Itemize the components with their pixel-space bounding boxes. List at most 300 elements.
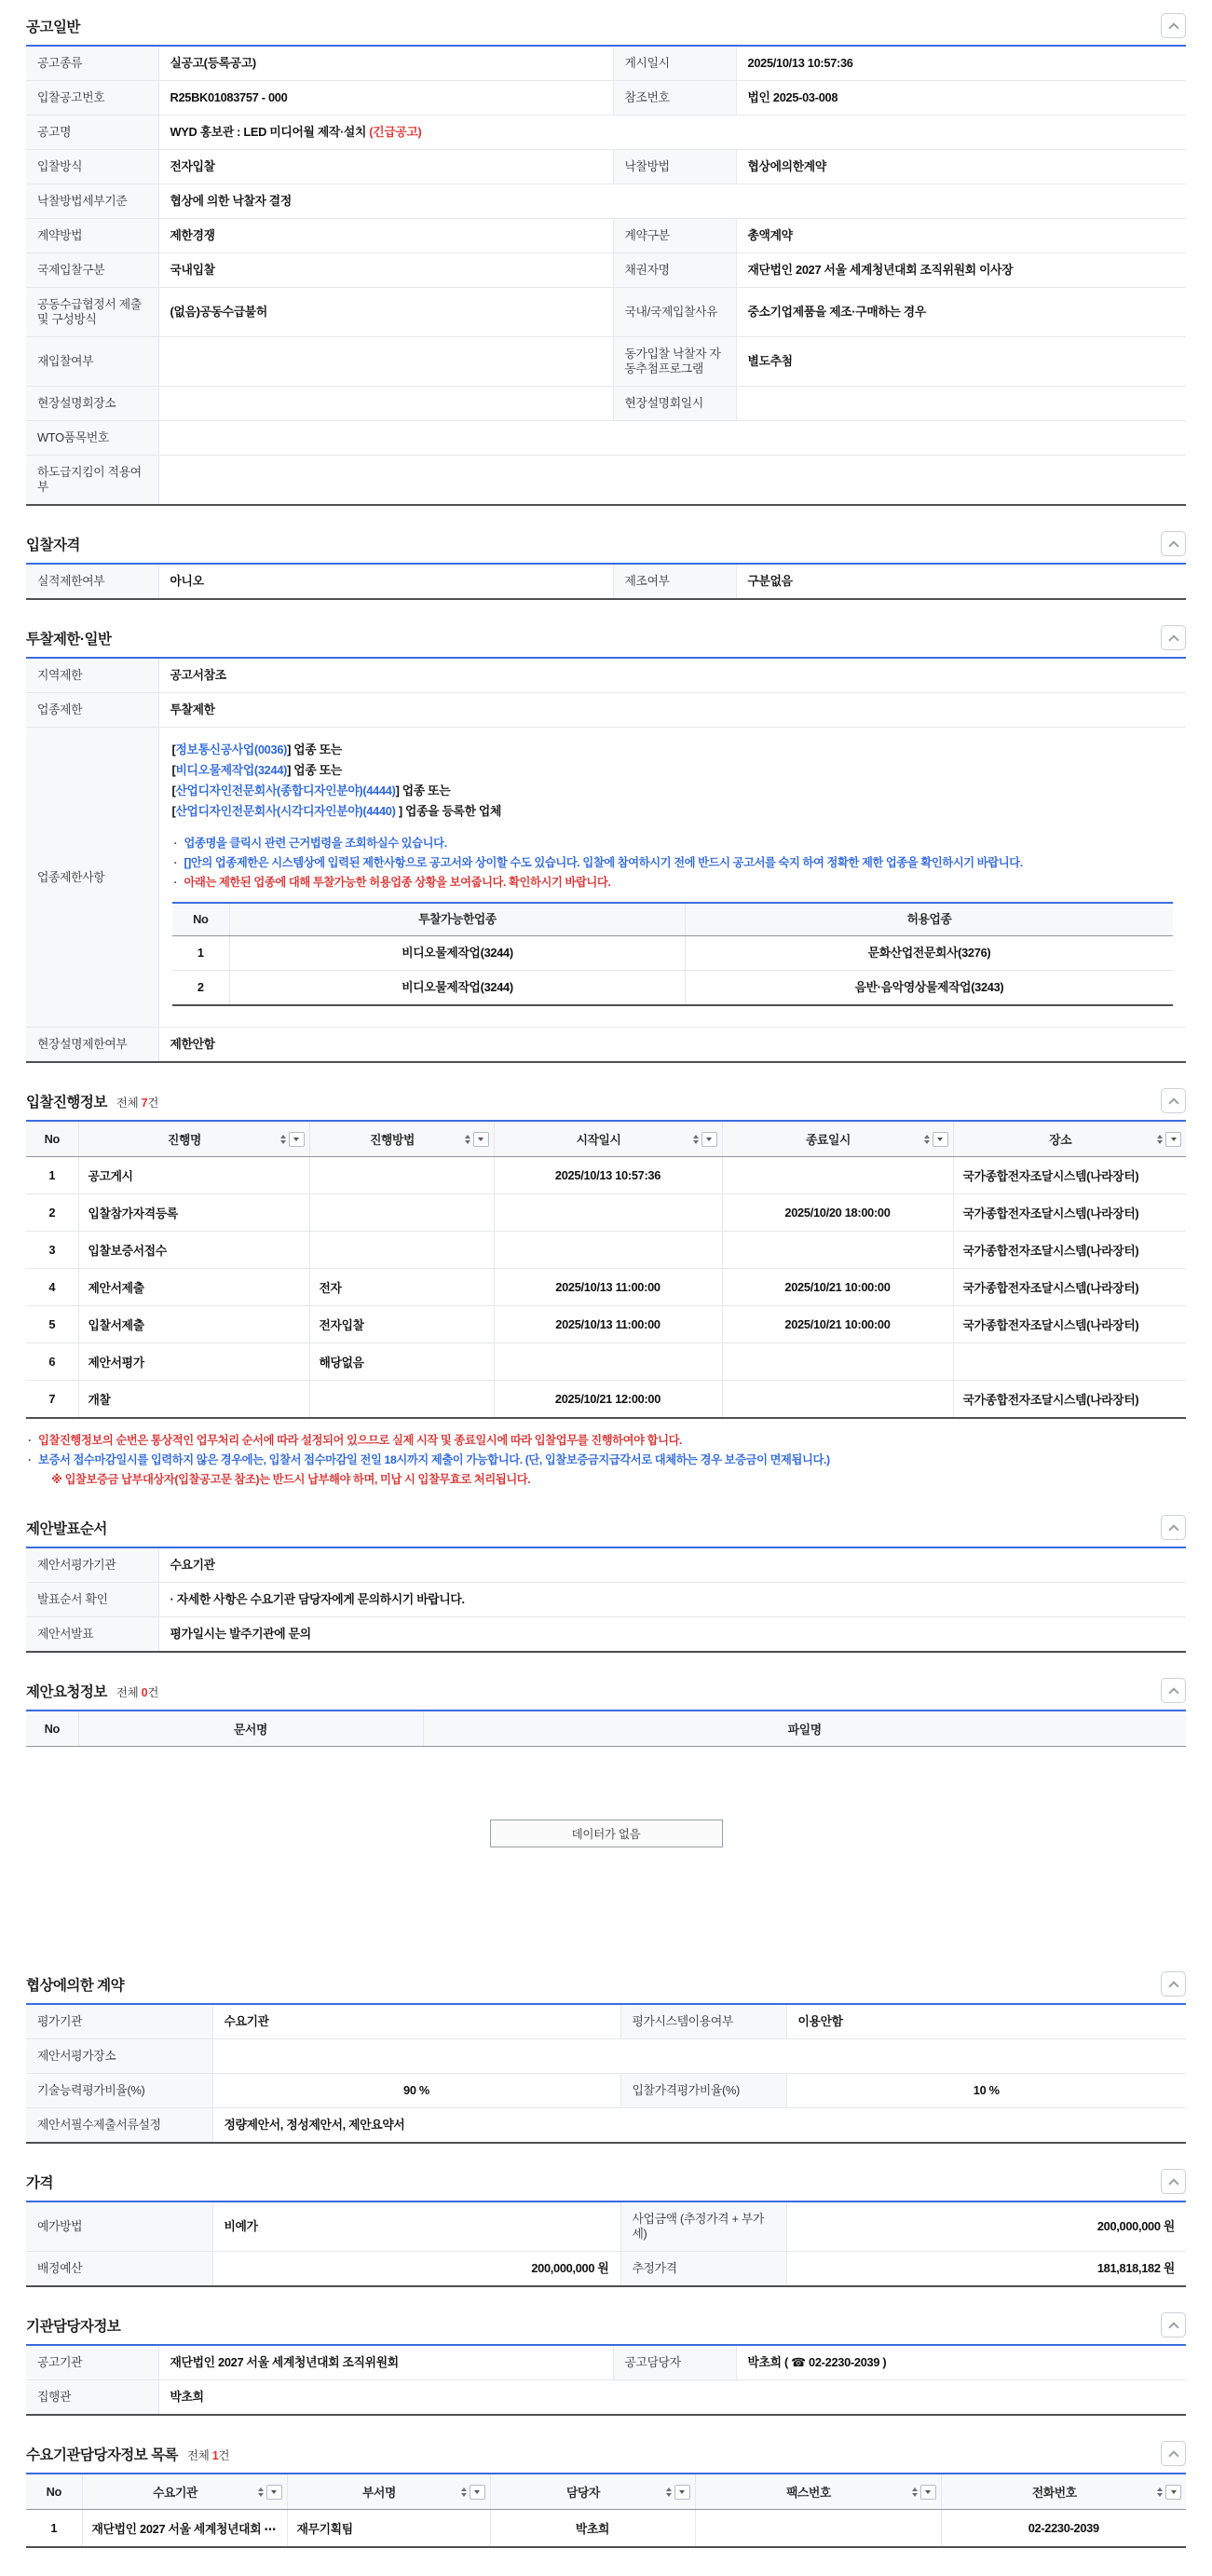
filter-dropdown-icon[interactable] <box>289 1132 305 1147</box>
section-header <box>26 2441 1186 2466</box>
cell-no: 1 <box>197 946 204 960</box>
field-value <box>158 421 1186 456</box>
industry-link[interactable]: 비디오물제작업(3244) <box>175 763 288 777</box>
bracket: [ <box>171 804 176 818</box>
table-row <box>172 971 1174 1006</box>
cell-method: 전자입찰 <box>309 1306 494 1343</box>
empty-state <box>26 1747 1186 1946</box>
section-general <box>26 13 1186 506</box>
cell-end: 2025/10/21 10:00:00 <box>722 1269 953 1306</box>
bracket: [ <box>171 784 176 797</box>
sort-icon[interactable] <box>1157 1135 1163 1144</box>
field-label: 업종제한 <box>26 693 158 728</box>
chevron-up-icon <box>1168 22 1178 33</box>
total-number: 7 <box>141 1096 148 1110</box>
section-title-general: 공고일반 <box>26 19 80 35</box>
cell-end: 2025/10/21 10:00:00 <box>722 1306 953 1343</box>
section-bid-progress <box>26 1088 1186 1490</box>
table-row <box>26 564 1186 599</box>
presentation-table <box>26 1547 1186 1653</box>
field-value: 협상에의한계약 <box>736 150 1186 184</box>
collapse-button[interactable] <box>1161 625 1186 650</box>
table-row <box>26 1617 1186 1653</box>
field-value: 법인 2025-03-008 <box>736 81 1186 116</box>
field-value: 90 % <box>212 2074 620 2108</box>
cell-end <box>722 1343 953 1381</box>
sort-control <box>693 1132 717 1147</box>
field-label: 예가방법 <box>26 2201 212 2252</box>
cell-biddable-industry: 비디오물제작업(3244) <box>230 971 686 1006</box>
cell-end <box>722 1232 953 1269</box>
field-label: 배정예산 <box>26 2252 212 2287</box>
column-header-label: 진행방법 <box>370 1133 415 1147</box>
field-label: 현장설명제한여부 <box>26 1028 158 1063</box>
collapse-button[interactable] <box>1161 1971 1186 1997</box>
field-label: 참조번호 <box>613 81 736 116</box>
column-header-no: No <box>26 1121 78 1157</box>
field-value: 실공고(등록공고) <box>158 46 613 81</box>
table-row <box>26 2345 1186 2380</box>
section-proposal-request <box>26 1678 1186 1946</box>
field-label: WTO품목번호 <box>26 421 158 456</box>
section-presentation-order <box>26 1515 1186 1653</box>
cell-no: 2 <box>172 971 230 1006</box>
section-header <box>26 625 1186 650</box>
cell-no: 2 <box>26 1194 78 1232</box>
collapse-button[interactable] <box>1161 1515 1186 1540</box>
field-value: 재단법인 2027 서울 세계청년대회 조직위원회 이사장 <box>736 253 1186 288</box>
cell-allowed-industry: 문화산업전문회사(3276) <box>686 936 1174 971</box>
price-table <box>26 2201 1186 2287</box>
column-header: 투찰가능한업종 <box>230 903 686 936</box>
column-header-label: 수요기관 <box>153 2486 197 2500</box>
cell-end <box>722 1381 953 1419</box>
section-title-restriction: 투찰제한·일반 <box>26 631 112 647</box>
column-header: No <box>172 903 230 936</box>
section-title-demand: 수요기관담당자정보 목록 <box>26 2447 179 2463</box>
field-label: 계약구분 <box>613 219 736 253</box>
filter-dropdown-icon[interactable] <box>266 2485 282 2500</box>
total-unit: 건 <box>147 1685 159 1699</box>
demand-agency-table <box>26 2473 1186 2548</box>
cell-no: 5 <box>26 1306 78 1343</box>
field-value: 이용안함 <box>786 2004 1186 2039</box>
chevron-up-icon <box>1168 1097 1178 1108</box>
industry-link[interactable]: 정보통신공사업(0036) <box>175 743 288 756</box>
table-row <box>26 2510 1186 2548</box>
sort-control <box>258 2485 282 2500</box>
restriction-table <box>26 657 1186 1063</box>
field-label: 평가기관 <box>26 2004 212 2039</box>
field-value: 수요기관 <box>212 2004 620 2039</box>
sort-icon[interactable] <box>461 2487 467 2497</box>
field-label: 입찰가격평가비율(%) <box>620 2074 786 2108</box>
cell-no: 6 <box>26 1343 78 1381</box>
table-row <box>26 253 1186 288</box>
filter-dropdown-icon[interactable] <box>1165 2485 1181 2500</box>
field-value: 구분없음 <box>736 564 1186 599</box>
industry-line <box>172 781 1174 801</box>
table-row <box>26 728 1186 1028</box>
field-value: 수요기관 <box>158 1547 1186 1583</box>
cell-step-name: 입찰서제출 <box>78 1306 309 1343</box>
field-value <box>212 2039 1186 2074</box>
total-number: 1 <box>211 2448 219 2462</box>
industry-link-list <box>172 740 1174 822</box>
field-value: 전자입찰 <box>158 150 613 184</box>
table-header-row <box>26 1121 1186 1157</box>
cell-start <box>494 1343 722 1381</box>
section-qualification <box>26 531 1186 600</box>
section-demand-agency-contacts <box>26 2441 1186 2548</box>
field-value: 별도추첨 <box>736 337 1186 387</box>
table-row <box>26 1343 1186 1381</box>
total-unit: 건 <box>147 1096 159 1110</box>
field-value: 박초희 <box>158 2380 1186 2416</box>
cell-step-name: 개찰 <box>78 1381 309 1419</box>
field-label: 낙찰방법세부기준 <box>26 184 158 219</box>
column-header-label: 종료일시 <box>806 1133 851 1147</box>
agency-contact-table <box>26 2344 1186 2416</box>
table-row <box>26 2039 1186 2074</box>
chevron-up-icon <box>1168 540 1178 551</box>
field-label: 지역제한 <box>26 658 158 693</box>
cell-start: 2025/10/13 10:57:36 <box>494 1157 722 1194</box>
table-row <box>26 2108 1186 2144</box>
field-value <box>736 387 1186 421</box>
field-label: 제안서평가기관 <box>26 1547 158 1583</box>
column-header-label: 전화번호 <box>1031 2486 1077 2500</box>
field-label: 동가입찰 낙찰자 자동추첨프로그램 <box>613 337 736 387</box>
column-header <box>695 2474 941 2510</box>
column-header-no: No <box>26 1711 78 1747</box>
filter-dropdown-icon[interactable] <box>701 1132 717 1147</box>
field-value: 200,000,000 원 <box>786 2201 1186 2252</box>
column-header <box>494 1121 722 1157</box>
field-label: 입찰공고번호 <box>26 81 158 116</box>
column-header: 문서명 <box>78 1711 423 1747</box>
cell-step-name: 입찰참가자격등록 <box>78 1194 309 1232</box>
field-value-with-phone: 박초희 ( ☎ 02-2230-2039 ) <box>736 2345 1186 2380</box>
collapse-button[interactable] <box>1161 2312 1186 2337</box>
industry-link[interactable]: 산업디자인전문회사(시각디자인분야)(4440) <box>175 804 396 818</box>
column-header <box>309 1121 494 1157</box>
urgent-notice-tag: (긴급공고) <box>369 125 422 139</box>
cell-place <box>953 1343 1186 1381</box>
field-value: 아니오 <box>158 564 613 599</box>
cell-end: 2025/10/20 18:00:00 <box>722 1194 953 1232</box>
progress-notes <box>26 1431 1186 1490</box>
column-header-label: 부서명 <box>362 2486 396 2500</box>
filter-dropdown-icon[interactable] <box>933 1132 948 1147</box>
sort-control <box>666 2485 690 2500</box>
industry-line <box>172 801 1174 822</box>
cell-step-name: 공고게시 <box>78 1157 309 1194</box>
note: · 업종명을 클릭시 관련 근거법령을 조회하실수 있습니다. <box>172 834 1174 853</box>
cell-method <box>309 1381 494 1419</box>
chevron-up-icon <box>1168 1524 1178 1534</box>
chevron-up-icon <box>1168 2322 1178 2332</box>
field-label: 하도급지킴이 적용여부 <box>26 456 158 506</box>
industry-restriction-detail <box>158 728 1186 1028</box>
sort-icon[interactable] <box>258 2487 264 2497</box>
field-label: 공고명 <box>26 116 158 150</box>
chevron-up-icon <box>1168 2178 1178 2188</box>
chevron-up-icon <box>1168 634 1178 645</box>
field-label: 입찰방식 <box>26 150 158 184</box>
table-row <box>26 288 1186 337</box>
column-header-label: 장소 <box>1049 1133 1072 1147</box>
table-row <box>26 116 1186 150</box>
field-label: 업종제한사항 <box>26 728 158 1028</box>
section-header <box>26 2312 1186 2337</box>
field-label: 공고기관 <box>26 2345 158 2380</box>
total-count <box>116 1683 158 1700</box>
cell-end <box>722 1157 953 1194</box>
filter-dropdown-icon[interactable] <box>920 2485 936 2500</box>
total-count <box>116 1094 158 1111</box>
field-value: 200,000,000 원 <box>212 2252 620 2287</box>
sort-icon[interactable] <box>1157 2487 1163 2497</box>
table-row <box>26 693 1186 728</box>
column-header-label: 시작일시 <box>576 1133 621 1147</box>
section-agency-contact <box>26 2312 1186 2416</box>
field-label: 공동수급협정서 제출 및 구성방식 <box>26 288 158 337</box>
field-label: 현장설명회장소 <box>26 387 158 421</box>
line-suffix: ] 업종 또는 <box>287 763 342 777</box>
field-value: 10 % <box>786 2074 1186 2108</box>
cell-step-name: 제안서평가 <box>78 1343 309 1381</box>
cell-no: 3 <box>26 1232 78 1269</box>
field-label: 제안서평가장소 <box>26 2039 212 2074</box>
table-row <box>26 150 1186 184</box>
section-header <box>26 1088 1186 1113</box>
column-header: 허용업종 <box>686 903 1174 936</box>
industry-line <box>172 760 1174 781</box>
table-row <box>172 936 1174 971</box>
column-header <box>722 1121 953 1157</box>
table-row <box>26 81 1186 116</box>
section-title-request: 제안요청정보 <box>26 1683 107 1700</box>
field-label: 국제입찰구분 <box>26 253 158 288</box>
cell-method <box>309 1194 494 1232</box>
field-label: 채권자명 <box>613 253 736 288</box>
qualification-table <box>26 563 1186 600</box>
sort-control <box>280 1132 305 1147</box>
field-label: 국내/국제입찰사유 <box>613 288 736 337</box>
cell-demand-agency: 재단법인 2027 서울 세계청년대회 ⋯ <box>82 2510 287 2548</box>
bracket: [ <box>171 743 176 756</box>
cell-start: 2025/10/21 12:00:00 <box>494 1381 722 1419</box>
column-header <box>941 2474 1186 2510</box>
section-header <box>26 531 1186 556</box>
table-row <box>26 1194 1186 1232</box>
cell-start: 2025/10/13 11:00:00 <box>494 1269 722 1306</box>
field-value <box>158 387 613 421</box>
allowed-industry-table <box>172 902 1174 1006</box>
sort-icon[interactable] <box>666 2487 672 2497</box>
field-label: 현장설명회일시 <box>613 387 736 421</box>
table-row <box>26 219 1186 253</box>
field-label: 재입찰여부 <box>26 337 158 387</box>
field-value: · 자세한 사항은 수요기관 담당자에게 문의하시기 바랍니다. <box>158 1583 1186 1617</box>
collapse-button[interactable] <box>1161 531 1186 556</box>
field-value: 재단법인 2027 서울 세계청년대회 조직위원회 <box>158 2345 613 2380</box>
field-value: 181,818,182 원 <box>786 2252 1186 2287</box>
total-number: 0 <box>141 1685 148 1699</box>
table-header-row <box>172 903 1174 936</box>
field-label: 집행관 <box>26 2380 158 2416</box>
note: · []안의 업종제한은 시스템상에 입력된 제한사항으로 공고서와 상이할 수도 있습니다. 입찰에 참여하시기 전에 반드시 공고서를 숙지 하여 정확한 제한 업종을 확인하시기 바랍니다. <box>172 853 1174 873</box>
total-unit: 건 <box>218 2448 230 2462</box>
field-value: R25BK01083757 - 000 <box>158 81 613 116</box>
section-title-price: 가격 <box>26 2174 53 2191</box>
filter-dropdown-icon[interactable] <box>674 2485 690 2500</box>
cell-method <box>309 1232 494 1269</box>
section-title-qualification: 입찰자격 <box>26 537 80 553</box>
no-data-box: 데이터가 없음 <box>490 1820 723 1847</box>
table-row <box>26 658 1186 693</box>
filter-dropdown-icon[interactable] <box>1165 1132 1181 1147</box>
chevron-up-icon <box>1168 2450 1178 2460</box>
section-header <box>26 1678 1186 1703</box>
sort-control <box>924 1132 948 1147</box>
section-price <box>26 2169 1186 2287</box>
collapse-button[interactable] <box>1161 2169 1186 2194</box>
cell-no: 1 <box>48 1168 56 1182</box>
field-label: 제안서발표 <box>26 1617 158 1653</box>
note: · 입찰진행정보의 순번은 통상적인 업무처리 순서에 따라 설정되어 있으므로 실제 시작 및 종료일시에 따라 입찰업무를 진행하여야 합니다. <box>26 1431 1186 1451</box>
sort-icon[interactable] <box>693 1135 699 1144</box>
field-label: 공고종류 <box>26 46 158 81</box>
field-value <box>158 456 1186 506</box>
chevron-up-icon <box>1168 1981 1178 1991</box>
cell-place: 국가종합전자조달시스템(나라장터) <box>953 1381 1186 1419</box>
column-header <box>287 2474 490 2510</box>
section-header <box>26 1515 1186 1540</box>
sort-control <box>912 2485 936 2500</box>
collapse-button[interactable] <box>1161 1088 1186 1113</box>
chevron-up-icon <box>1168 1687 1178 1697</box>
table-row <box>26 456 1186 506</box>
cell-department: 재무기획팀 <box>287 2510 490 2548</box>
field-label: 계약방법 <box>26 219 158 253</box>
collapse-button[interactable] <box>1161 1678 1186 1703</box>
field-value: 공고서참조 <box>158 658 1186 693</box>
table-row <box>26 1269 1186 1306</box>
field-value: 제한경쟁 <box>158 219 613 253</box>
sort-control <box>1157 2485 1181 2500</box>
field-label: 제조여부 <box>613 564 736 599</box>
sort-icon[interactable] <box>924 1135 930 1144</box>
sort-control <box>1157 1132 1181 1147</box>
table-row <box>26 2201 1186 2252</box>
general-info-table <box>26 45 1186 506</box>
field-value: 총액계약 <box>736 219 1186 253</box>
field-label: 사업금액 (추정가격 + 부가세) <box>620 2201 786 2252</box>
cell-place: 국가종합전자조달시스템(나라장터) <box>953 1269 1186 1306</box>
line-suffix: ] 업종 또는 <box>395 784 451 797</box>
column-header-label: 담당자 <box>566 2486 600 2500</box>
note: · 아래는 제한된 업종에 대해 투찰가능한 허용업종 상황을 보여줍니다. 확인하시기 바랍니다. <box>172 873 1174 893</box>
table-row <box>26 2074 1186 2108</box>
collapse-button[interactable] <box>1161 13 1186 38</box>
cell-method: 해당없음 <box>309 1343 494 1381</box>
cell-biddable-industry: 비디오물제작업(3244) <box>230 936 686 971</box>
filter-dropdown-icon[interactable] <box>473 1132 489 1147</box>
sort-control <box>465 1132 489 1147</box>
column-header <box>82 2474 287 2510</box>
field-label: 제안서필수제출서류설정 <box>26 2108 212 2144</box>
section-title-presentation: 제안발표순서 <box>26 1520 107 1537</box>
field-value <box>158 116 1186 150</box>
bracket: [ <box>171 763 176 777</box>
cell-allowed-industry: 음반·음악영상물제작업(3243) <box>686 971 1174 1006</box>
cell-method: 전자 <box>309 1269 494 1306</box>
cell-method <box>309 1157 494 1194</box>
table-row <box>26 2252 1186 2287</box>
field-value: 중소기업제품을 제조·구매하는 경우 <box>736 288 1186 337</box>
sort-icon[interactable] <box>280 1135 286 1144</box>
bid-progress-table <box>26 1120 1186 1419</box>
table-row <box>26 1157 1186 1194</box>
section-header <box>26 2169 1186 2194</box>
line-suffix: ] 업종 또는 <box>287 743 342 756</box>
column-header-label: 팩스번호 <box>786 2486 831 2500</box>
total-prefix: 전체 <box>187 2448 210 2462</box>
restriction-notes <box>172 834 1174 893</box>
collapse-button[interactable] <box>1161 2441 1186 2466</box>
section-header <box>26 13 1186 38</box>
cell-place: 국가종합전자조달시스템(나라장터) <box>953 1194 1186 1232</box>
cell-no: 4 <box>26 1269 78 1306</box>
column-header-no: No <box>26 2474 82 2510</box>
cell-start <box>494 1194 722 1232</box>
total-prefix: 전체 <box>116 1685 139 1699</box>
line-suffix: ] 업종을 등록한 업체 <box>395 804 502 818</box>
table-row <box>26 421 1186 456</box>
cell-fax <box>695 2510 941 2548</box>
field-value: 정량제안서, 정성제안서, 제안요약서 <box>212 2108 1186 2144</box>
cell-start: 2025/10/13 11:00:00 <box>494 1306 722 1343</box>
field-label: 발표순서 확인 <box>26 1583 158 1617</box>
field-label: 실적제한여부 <box>26 564 158 599</box>
table-row <box>26 1028 1186 1063</box>
field-label: 추정가격 <box>620 2252 786 2287</box>
table-row <box>26 1306 1186 1343</box>
field-label: 낙찰방법 <box>613 150 736 184</box>
sort-icon[interactable] <box>465 1135 470 1144</box>
column-header <box>953 1121 1186 1157</box>
section-title-agency: 기관담당자정보 <box>26 2318 121 2335</box>
field-value: (없음)공동수급불허 <box>158 288 613 337</box>
field-label: 평가시스템이용여부 <box>620 2004 786 2039</box>
sort-icon[interactable] <box>912 2487 918 2497</box>
sort-control <box>461 2485 485 2500</box>
table-row <box>26 2004 1186 2039</box>
table-row <box>26 2380 1186 2416</box>
cell-person: 박초희 <box>490 2510 695 2548</box>
cell-place: 국가종합전자조달시스템(나라장터) <box>953 1306 1186 1343</box>
column-header: 파일명 <box>423 1711 1186 1747</box>
table-row <box>26 337 1186 387</box>
field-value: 투찰제한 <box>158 693 1186 728</box>
column-header <box>490 2474 695 2510</box>
section-title-negotiation: 협상에의한 계약 <box>26 1977 125 1994</box>
filter-dropdown-icon[interactable] <box>470 2485 485 2500</box>
table-row <box>26 1583 1186 1617</box>
industry-link[interactable]: 산업디자인전문회사(종합디자인분야)(4444) <box>175 784 396 797</box>
